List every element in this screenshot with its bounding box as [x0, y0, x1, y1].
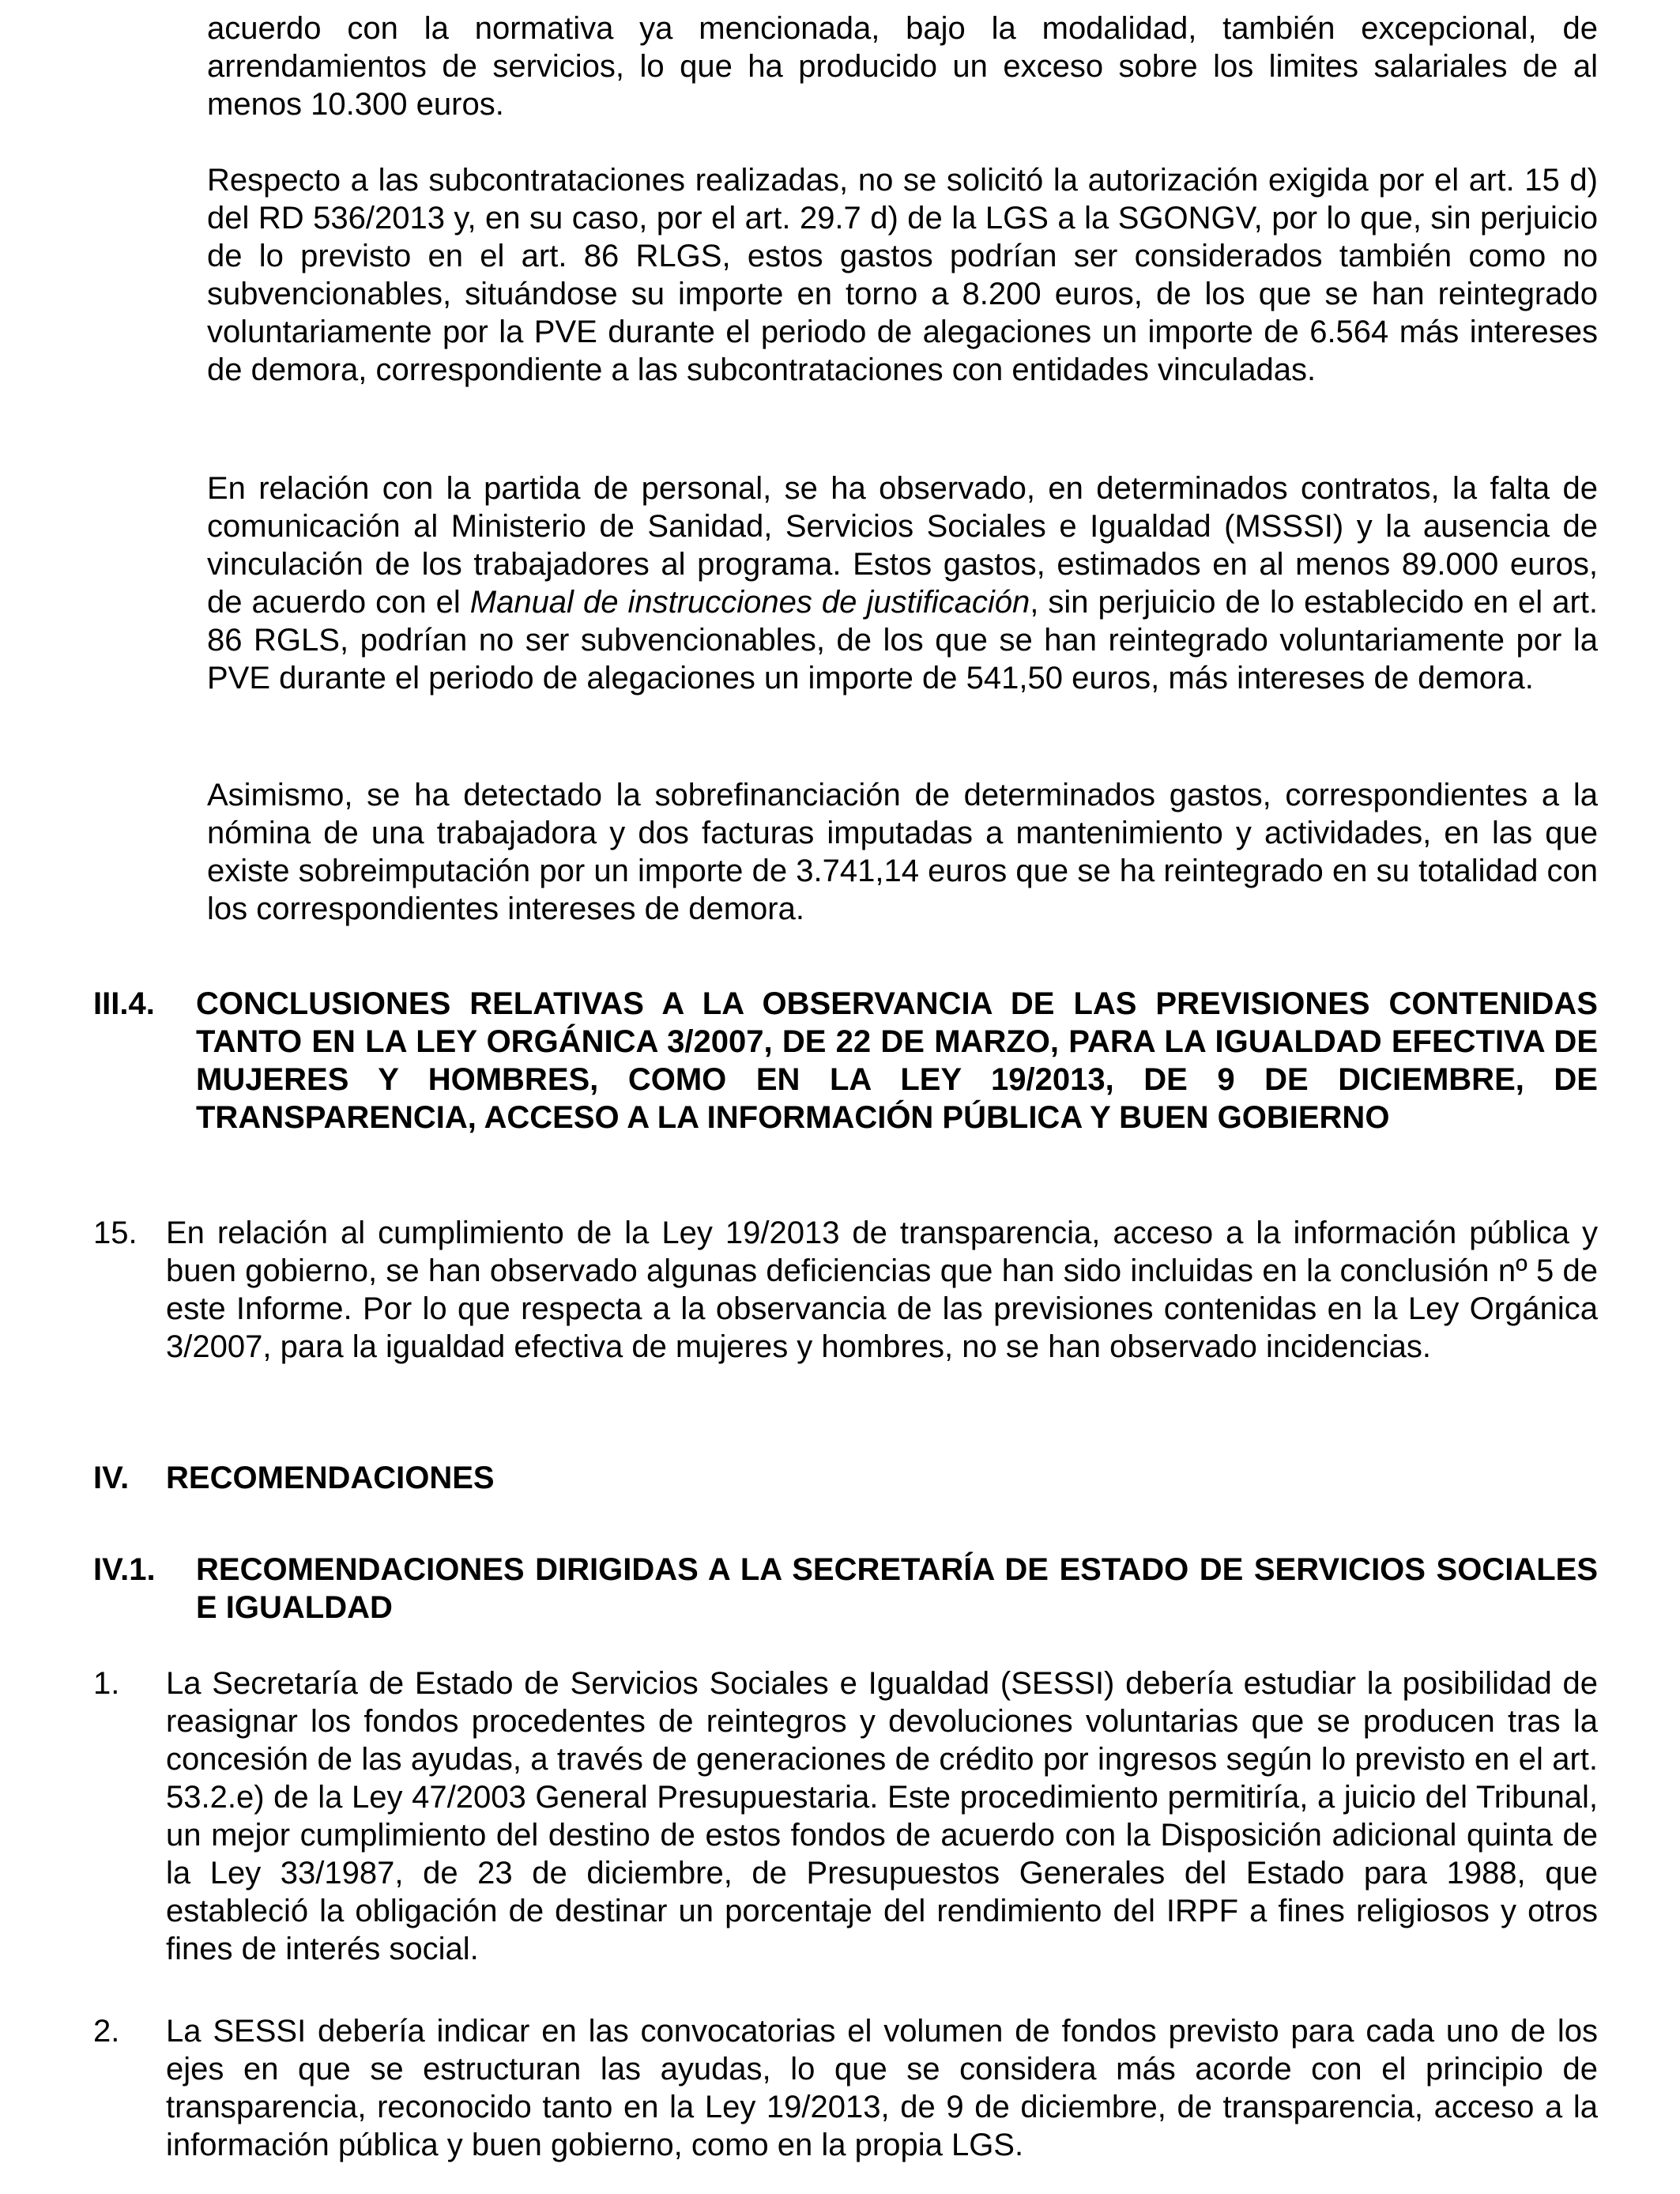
item-text: En relación al cumplimiento de la Ley 19/2013 de transparencia, acceso a la información pública y buen gobierno, se han observado algunas deficiencias que han sido incluidas en la conclusión nº 5 de este Informe. Por lo que respecta a la observancia de las previsiones contenidas en la Ley Orgánica 3/2007, para la igualdad efectiva de mujeres y hombres, no se han observado incidencias.	[166, 1216, 1598, 1364]
paragraph-sobrefinanciacion: Asimismo, se ha detectado la sobrefinanciación de determinados gastos, correspondientes a la nómina de una trabajadora y dos facturas imputadas a mantenimiento y actividades, en las que existe sobreimputación por un importe de 3.741,14 euros que se ha reintegrado en su totalidad con los correspondientes intereses de demora.	[207, 778, 1598, 926]
section-heading-iv1	[93, 1551, 1598, 1627]
item-text: La Secretaría de Estado de Servicios Sociales e Igualdad (SESSI) debería estudiar la posibilidad de reasignar los fondos procedentes de reintegros y devoluciones voluntarias que se producen tras la concesión de las ayudas, a través de generaciones de crédito por ingresos según lo previsto en el art. 53.2.e) de la Ley 47/2003 General Presupuestaria. Este procedimiento permitiría, a juicio del Tribunal, un mejor cumplimiento del destino de estos fondos de acuerdo con la Disposición adicional quinta de la Ley 33/1987, de 23 de diciembre, de Presupuestos Generales del Estado para 1988, que estableció la obligación de destinar un porcentaje del rendimiento del IRPF a fines religiosos y otros fines de interés social.	[166, 1666, 1598, 1966]
section-number: III.4.	[93, 986, 155, 1021]
paragraph-personal-part2: , sin perjuicio de lo establecido en el art. 86 RGLS, podrían no ser subvencionables, de los que se han reintegrado voluntariamente por la PVE durante el periodo de alegaciones un importe de 541,50 euros, más intereses de demora.	[207, 585, 1598, 696]
manual-title: Manual de instrucciones de justificación	[469, 585, 1030, 620]
section-title: RECOMENDACIONES	[166, 1461, 495, 1495]
section-heading-iii4	[93, 985, 1598, 1137]
item-text: La SESSI debería indicar en las convocatorias el volumen de fondos previsto para cada uno de los ejes en que se estructuran las ayudas, lo que se considera más acorde con el principio de transparencia, reconocido tanto en la Ley 19/2013, de 9 de diciembre, de transparencia, acceso a la información pública y buen gobierno, como en la propia LGS.	[166, 2014, 1598, 2162]
section-number: IV.1.	[93, 1552, 156, 1587]
item-number: 15.	[93, 1216, 137, 1250]
section-number: IV.	[93, 1461, 130, 1495]
recommendation-item-1	[93, 1664, 1598, 1968]
paragraph-subcontrataciones: Respecto a las subcontrataciones realizadas, no se solicitó la autorización exigida por el art. 15 d) del RD 536/2013 y, en su caso, por el art. 29.7 d) de la LGS a la SGONGV, por lo que, sin perjuicio de lo previsto en el art. 86 RLGS, estos gastos podrían ser considerados también como no subvencionables, situándose su importe en torno a 8.200 euros, de los que se han reintegrado voluntariamente por la PVE durante el periodo de alegaciones un importe de 6.564 más intereses de demora, correspondiente a las subcontrataciones con entidades vinculadas.	[207, 163, 1598, 387]
paragraph-personal-part1: En relación con la partida de personal, se ha observado, en determinados contratos, la falta de comunicación al Ministerio de Sanidad, Servicios Sociales e Igualdad (MSSSI) y la ausencia de vinculación de los trabajadores al programa. Estos gastos, estimados en al menos 89.000 euros, de acuerdo con el	[207, 471, 1598, 620]
item-number: 2.	[93, 2014, 120, 2049]
recommendation-item-2	[93, 2012, 1598, 2164]
paragraph-arrendamientos: acuerdo con la normativa ya mencionada, bajo la modalidad, también excepcional, de arrendamientos de servicios, lo que ha producido un exceso sobre los limites salariales de al menos 10.300 euros.	[207, 11, 1598, 122]
section-heading-iv	[93, 1459, 1598, 1497]
section-title: RECOMENDACIONES DIRIGIDAS A LA SECRETARÍA DE ESTADO DE SERVICIOS SOCIALES E IGUALDAD	[196, 1552, 1598, 1625]
conclusion-item-15	[93, 1214, 1598, 1366]
paragraph-personal	[207, 469, 1598, 697]
item-number: 1.	[93, 1666, 120, 1701]
section-title: CONCLUSIONES RELATIVAS A LA OBSERVANCIA DE LAS PREVISIONES CONTENIDAS TANTO EN LA LEY ORGÁNICA 3/2007, DE 22 DE MARZO, PARA LA IGUALDAD EFECTIVA DE MUJERES Y HOMBRES, COMO EN LA LEY 19/2013, DE 9 DE DICIEMBRE, DE TRANSPARENCIA, ACCESO A LA INFORMACIÓN PÚBLICA Y BUEN GOBIERNO	[196, 986, 1598, 1135]
